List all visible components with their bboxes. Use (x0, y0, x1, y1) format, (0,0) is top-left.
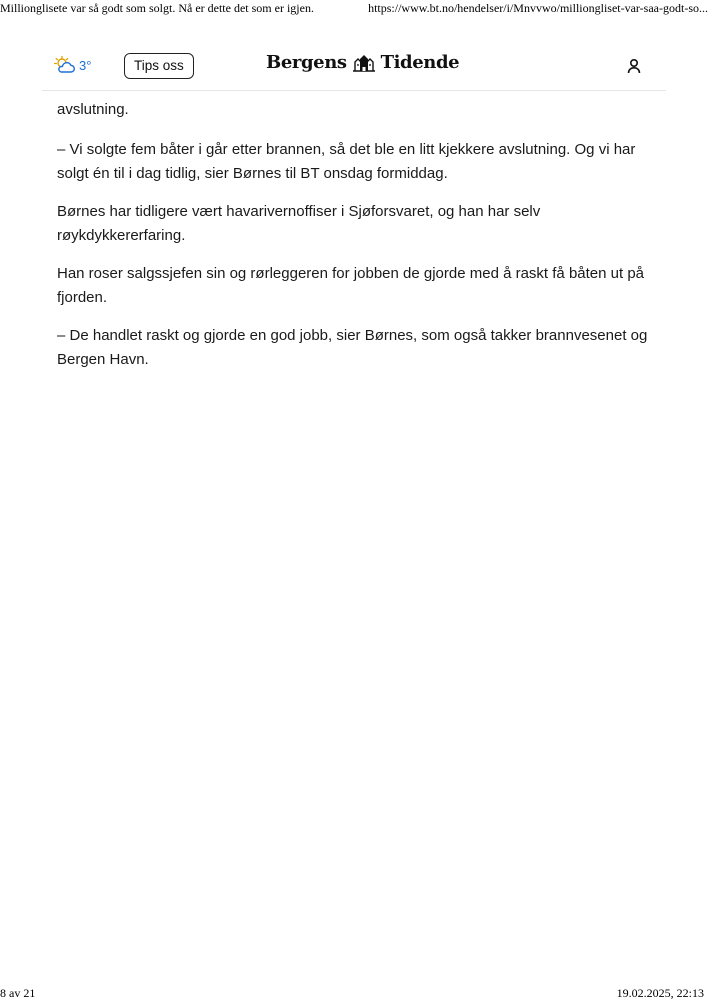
coat-of-arms-icon (351, 53, 377, 73)
article-paragraph: Han roser salgssjefen sin og rørleggeren for jobben de gjorde med å raskt få båten ut på fjorden. (57, 265, 645, 306)
print-datetime: 19.02.2025, 22:13 (616, 986, 704, 1000)
weather-temperature: 3° (79, 57, 92, 73)
tips-oss-button[interactable]: Tips oss (124, 53, 194, 79)
print-page-url: https://www.bt.no/hendelser/i/Mnvvwo/milliongliset-var-saa-godt-so... (368, 1, 708, 15)
bergens-tidende-logo[interactable] (266, 52, 459, 73)
print-page-number: 8 av 21 (0, 986, 36, 1000)
article-paragraph: avslutning. (57, 101, 129, 118)
site-header (42, 46, 666, 91)
print-page-title: Millionglisete var så godt som solgt. Nå er dette det som er igjen. (0, 1, 314, 15)
weather-widget[interactable] (54, 56, 91, 74)
user-account-button[interactable] (622, 56, 646, 80)
print-footer (0, 984, 708, 1000)
user-icon (626, 58, 642, 79)
article-paragraph: Børnes har tidligere vært havarivernoffiser i Sjøforsvaret, og han har selv røykdykkererfaring. (57, 203, 541, 244)
logo-word-tidende: Tidende (380, 52, 460, 73)
article-paragraph: – Vi solgte fem båter i går etter brannen, så det ble en litt kjekkere avslutning. Og vi har solgt én til i dag tidlig, sier Børnes til BT onsdag formiddag. (57, 141, 636, 182)
article-body (57, 98, 657, 386)
print-header (0, 0, 708, 18)
logo-word-bergens: Bergens (266, 52, 347, 73)
partly-cloudy-icon (54, 56, 76, 74)
article-paragraph: – De handlet raskt og gjorde en god jobb, sier Børnes, som også takker brannvesenet og Bergen Havn. (57, 327, 648, 368)
